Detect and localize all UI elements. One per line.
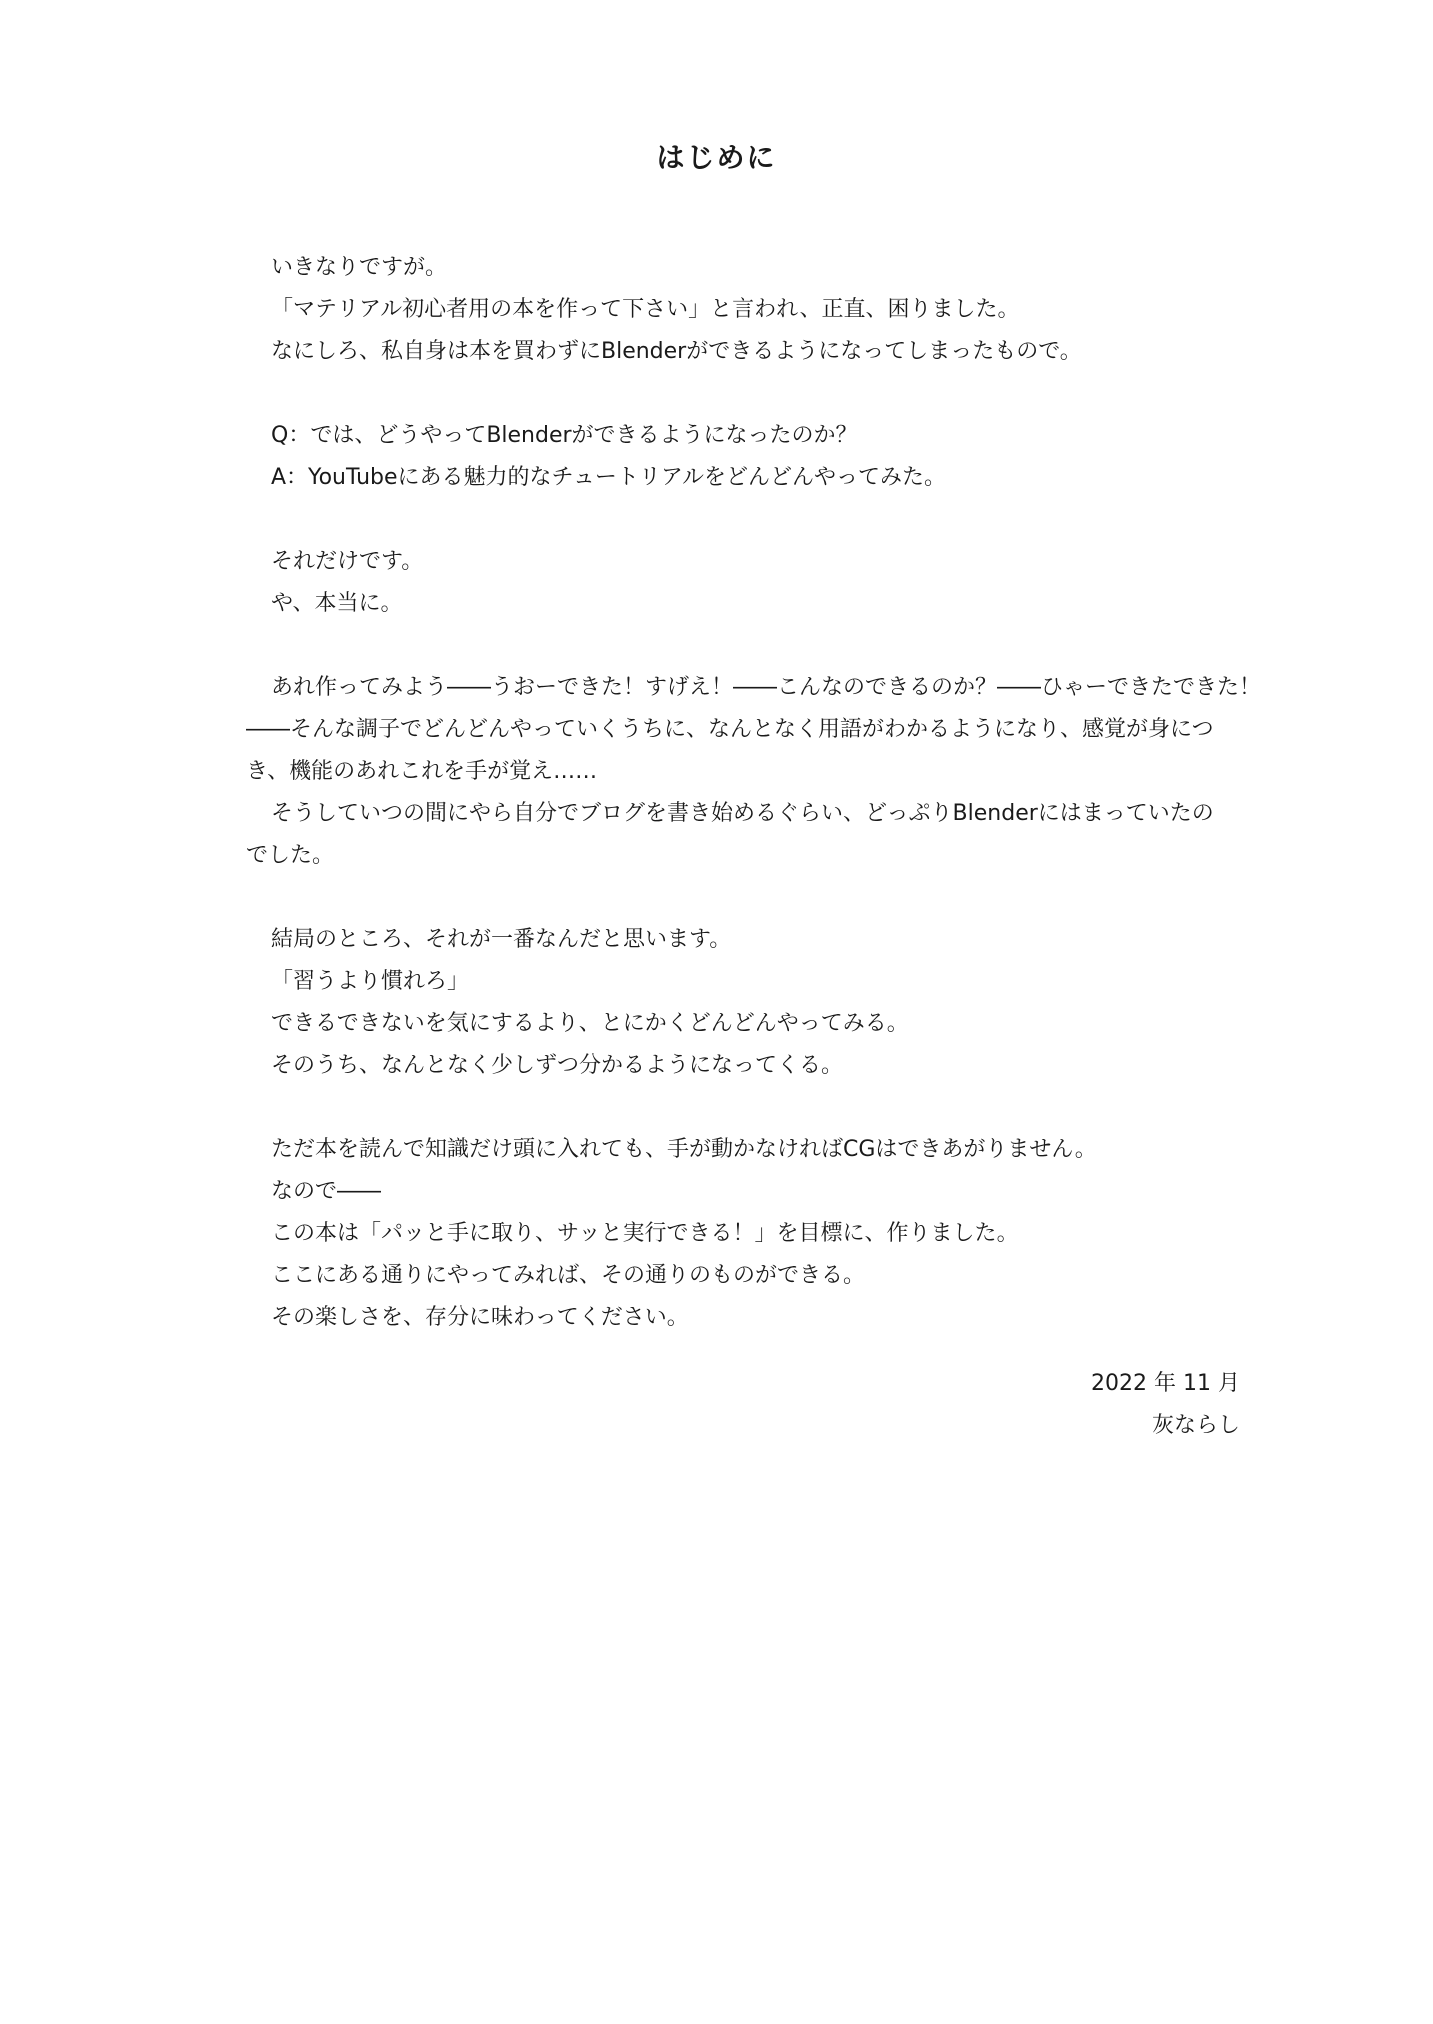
text-line: や、本当に。	[271, 591, 403, 616]
text-line: できるできないを気にするより、とにかくどんどんやってみる。	[271, 1011, 909, 1036]
text-line: なにしろ、私自身は本を買わずにBlenderができるようになってしまったもので。	[271, 339, 1082, 364]
text-line: 「習うより慣れろ」	[271, 969, 470, 994]
body-text	[246, 247, 1262, 1339]
text-line: ただ本を読んで知識だけ頭に入れても、手が動かなければCGはできあがりません。	[271, 1137, 1097, 1162]
signature-author: 灰ならし	[1151, 1413, 1240, 1438]
paragraph-gap	[246, 625, 1241, 667]
text-line: なので――	[271, 1179, 382, 1204]
text-line: そうしていつの間にやら自分でブログを書き始めるぐらい、どっぷりBlenderにはまっていたの	[271, 801, 1214, 826]
signature	[1091, 1363, 1240, 1447]
signature-date: 2022 年 11 月	[1091, 1371, 1240, 1396]
text-line: いきなりですが。	[271, 255, 448, 280]
text-line: その楽しさを、存分に味わってください。	[271, 1305, 689, 1330]
answer-line: A：YouTubeにある魅力的なチュートリアルをどんどんやってみた。	[271, 465, 946, 490]
text-line: 「マテリアル初心者用の本を作って下さい」と言われ、正直、困りました。	[271, 297, 1020, 322]
paragraph-gap	[246, 499, 1241, 541]
question-line: Q：では、どうやってBlenderができるようになったのか？	[271, 423, 858, 448]
page-title: はじめに	[656, 141, 777, 174]
paragraph-gap	[246, 877, 1241, 919]
text-line: それだけです。	[271, 549, 424, 574]
text-line: ――そんな調子でどんどんやっていくうちに、なんとなく用語がわかるようになり、感覚が身につ	[246, 717, 1214, 742]
text-line: 結局のところ、それが一番なんだと思います。	[271, 927, 732, 952]
text-line: この本は「パッと手に取り、サッと実行できる！」を目標に、作りました。	[271, 1221, 1019, 1246]
text-line: でした。	[246, 843, 335, 868]
paragraph-gap	[246, 1087, 1241, 1129]
paragraph-gap	[246, 373, 1241, 415]
text-line: ここにある通りにやってみれば、その通りのものができる。	[271, 1263, 866, 1288]
text-line: あれ作ってみよう――うおーできた！すげえ！――こんなのできるのか？――ひゃーできたできた！	[271, 675, 1262, 700]
text-line: そのうち、なんとなく少しずつ分かるようになってくる。	[271, 1053, 844, 1078]
text-line: き、機能のあれこれを手が覚え……	[246, 759, 598, 784]
